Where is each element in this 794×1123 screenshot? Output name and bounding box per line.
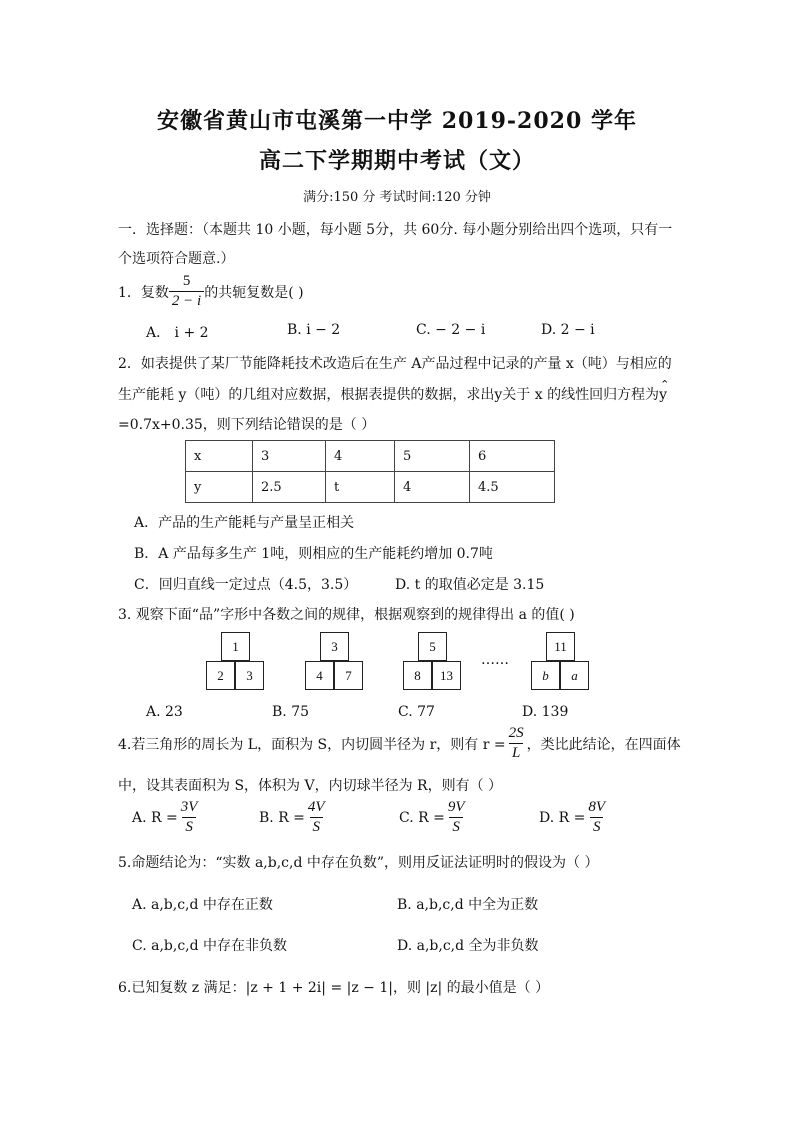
q2-option-a: A．产品的生产能耗与产量呈正相关 — [134, 515, 355, 531]
q4-option-b — [259, 800, 328, 835]
question-1 — [118, 274, 304, 309]
q1-fraction — [169, 274, 204, 309]
table-cell: 5 — [395, 441, 470, 472]
table-cell: 4 — [326, 441, 395, 472]
q5-option-d: D. a,b,c,d 全为非负数 — [397, 938, 539, 954]
table-row — [186, 472, 555, 503]
pin-right-1: 3 — [235, 661, 264, 690]
q4-option-c — [399, 800, 468, 835]
pin-left-2: 4 — [305, 661, 334, 690]
q2-line2-text: 生产能耗 y（吨）的几组对应数据，根据表提供的数据，求出y关于 x 的线性回归方程为 — [118, 387, 660, 403]
q4-line1 — [118, 726, 681, 761]
q3-option-b: B. 75 — [272, 704, 310, 720]
q2-yhat-symbol: y — [659, 387, 667, 403]
q2-data-table — [185, 440, 555, 503]
table-cell: 6 — [470, 441, 555, 472]
table-cell: x — [186, 441, 253, 472]
q3-text: 3. 观察下面“品”字形中各数之间的规律，根据观察到的规律得出 a 的值( ) — [118, 607, 575, 623]
pin-top-1: 1 — [221, 632, 250, 661]
q4-option-b-fraction — [305, 800, 328, 835]
table-cell: 3 — [253, 441, 326, 472]
q2-line2 — [118, 378, 670, 404]
q1-frac-den: 2 − i — [169, 291, 204, 309]
frac-num: 8V — [588, 799, 606, 815]
q4-fraction — [506, 726, 527, 761]
pin-right-2: 7 — [334, 661, 363, 690]
q4-option-a — [132, 800, 200, 835]
table-cell: 2.5 — [253, 472, 326, 503]
table-cell: y — [186, 472, 253, 503]
q2-option-d: D. t 的取值必定是 3.15 — [395, 577, 545, 593]
q4-frac-num: 2S — [508, 725, 524, 741]
frac-den: S — [590, 817, 604, 835]
q4-option-d — [539, 800, 608, 835]
section1-intro-line2: 个选项符合题意.） — [118, 251, 235, 267]
q2-line3: =0.7x+0.35，则下列结论错误的是（ ） — [118, 417, 376, 433]
q5-option-b: B. a,b,c,d 中全为正数 — [397, 897, 539, 913]
frac-den: S — [310, 817, 324, 835]
q4-option-d-fraction — [585, 800, 608, 835]
exam-title-line1: 安徽省黄山市屯溪第一中学 2019-2020 学年 — [157, 108, 637, 134]
table-cell: 4.5 — [470, 472, 555, 503]
section1-intro-line1: 一．选择题：（本题共 10 小题，每小题 5分，共 60分. 每小题分别给出四个选项，只有一 — [118, 222, 673, 238]
q4-option-a-fraction — [178, 800, 201, 835]
q4-option-b-label: B. R = — [259, 809, 305, 826]
table-cell: 4 — [395, 472, 470, 503]
q2-option-c: C．回归直线一定过点（4.5，3.5） — [134, 577, 358, 593]
q1-option-b: B. i − 2 — [287, 322, 341, 338]
table-cell: t — [326, 472, 395, 503]
q1-option-d: D. 2 − i — [541, 322, 595, 338]
pin-top-4: 11 — [546, 632, 575, 661]
pin-top-2: 3 — [320, 632, 349, 661]
q3-ellipsis: …… — [481, 652, 509, 668]
pin-top-3: 5 — [418, 632, 447, 661]
q2-line1: 2．如表提供了某厂节能降耗技术改造后在生产 A产品过程中记录的产量 x（吨）与相应的 — [118, 356, 672, 372]
q1-suffix: 的共轭复数是( ) — [204, 284, 304, 301]
q4-option-d-label: D. R = — [539, 809, 586, 826]
pin-right-3: 13 — [432, 661, 461, 690]
q2-option-b: B．A 产品每多生产 1吨，则相应的生产能耗约增加 0.7吨 — [134, 546, 493, 562]
q4-frac-den: L — [509, 743, 523, 761]
q5-option-a: A. a,b,c,d 中存在正数 — [132, 897, 273, 913]
frac-den: S — [449, 817, 463, 835]
frac-num: 4V — [307, 799, 325, 815]
hat-icon: ⌃ — [660, 378, 670, 391]
pin-left-1: 2 — [206, 661, 235, 690]
q4-option-c-fraction — [445, 800, 468, 835]
q6-text: 6.已知复数 z 满足：|z + 1 + 2i| = |z − 1|，则 |z| 的最小值是（ ） — [118, 980, 550, 996]
q5-text: 5.命题结论为：“实数 a,b,c,d 中存在负数”，则用反证法证明时的假设为（ ） — [118, 855, 599, 871]
q4-option-a-label: A. R = — [132, 809, 178, 826]
pin-left-3: 8 — [403, 661, 432, 690]
exam-title-line2: 高二下学期期中考试（文） — [258, 148, 535, 174]
exam-subtitle: 满分:150 分 考试时间:120 分钟 — [303, 190, 491, 205]
q2-yhat — [659, 378, 670, 403]
q4-option-c-label: C. R = — [399, 809, 445, 826]
q1-option-a: A． i + 2 — [146, 325, 209, 341]
q1-frac-num: 5 — [182, 273, 191, 289]
q1-prefix: 1．复数 — [118, 284, 169, 301]
q4-line2: 中，设其表面积为 S，体积为 V，内切球半径为 R，则有（ ） — [118, 778, 503, 794]
q4-line1-prefix: 4.若三角形的周长为 L，面积为 S，内切圆半径为 r，则有 r = — [118, 736, 506, 753]
q4-line1-suffix: ，类比此结论，在四面体 — [526, 736, 681, 753]
q3-option-a: A. 23 — [146, 704, 183, 720]
q5-option-c: C. a,b,c,d 中存在非负数 — [132, 938, 288, 954]
table-row — [186, 441, 555, 472]
frac-den: S — [182, 817, 196, 835]
q3-option-d: D. 139 — [522, 704, 569, 720]
q3-option-c: C. 77 — [398, 704, 435, 720]
frac-num: 3V — [180, 799, 198, 815]
frac-num: 9V — [447, 799, 465, 815]
pin-left-4: b — [531, 661, 560, 690]
pin-right-4: a — [560, 661, 589, 690]
q1-option-c: C. − 2 − i — [416, 322, 486, 338]
